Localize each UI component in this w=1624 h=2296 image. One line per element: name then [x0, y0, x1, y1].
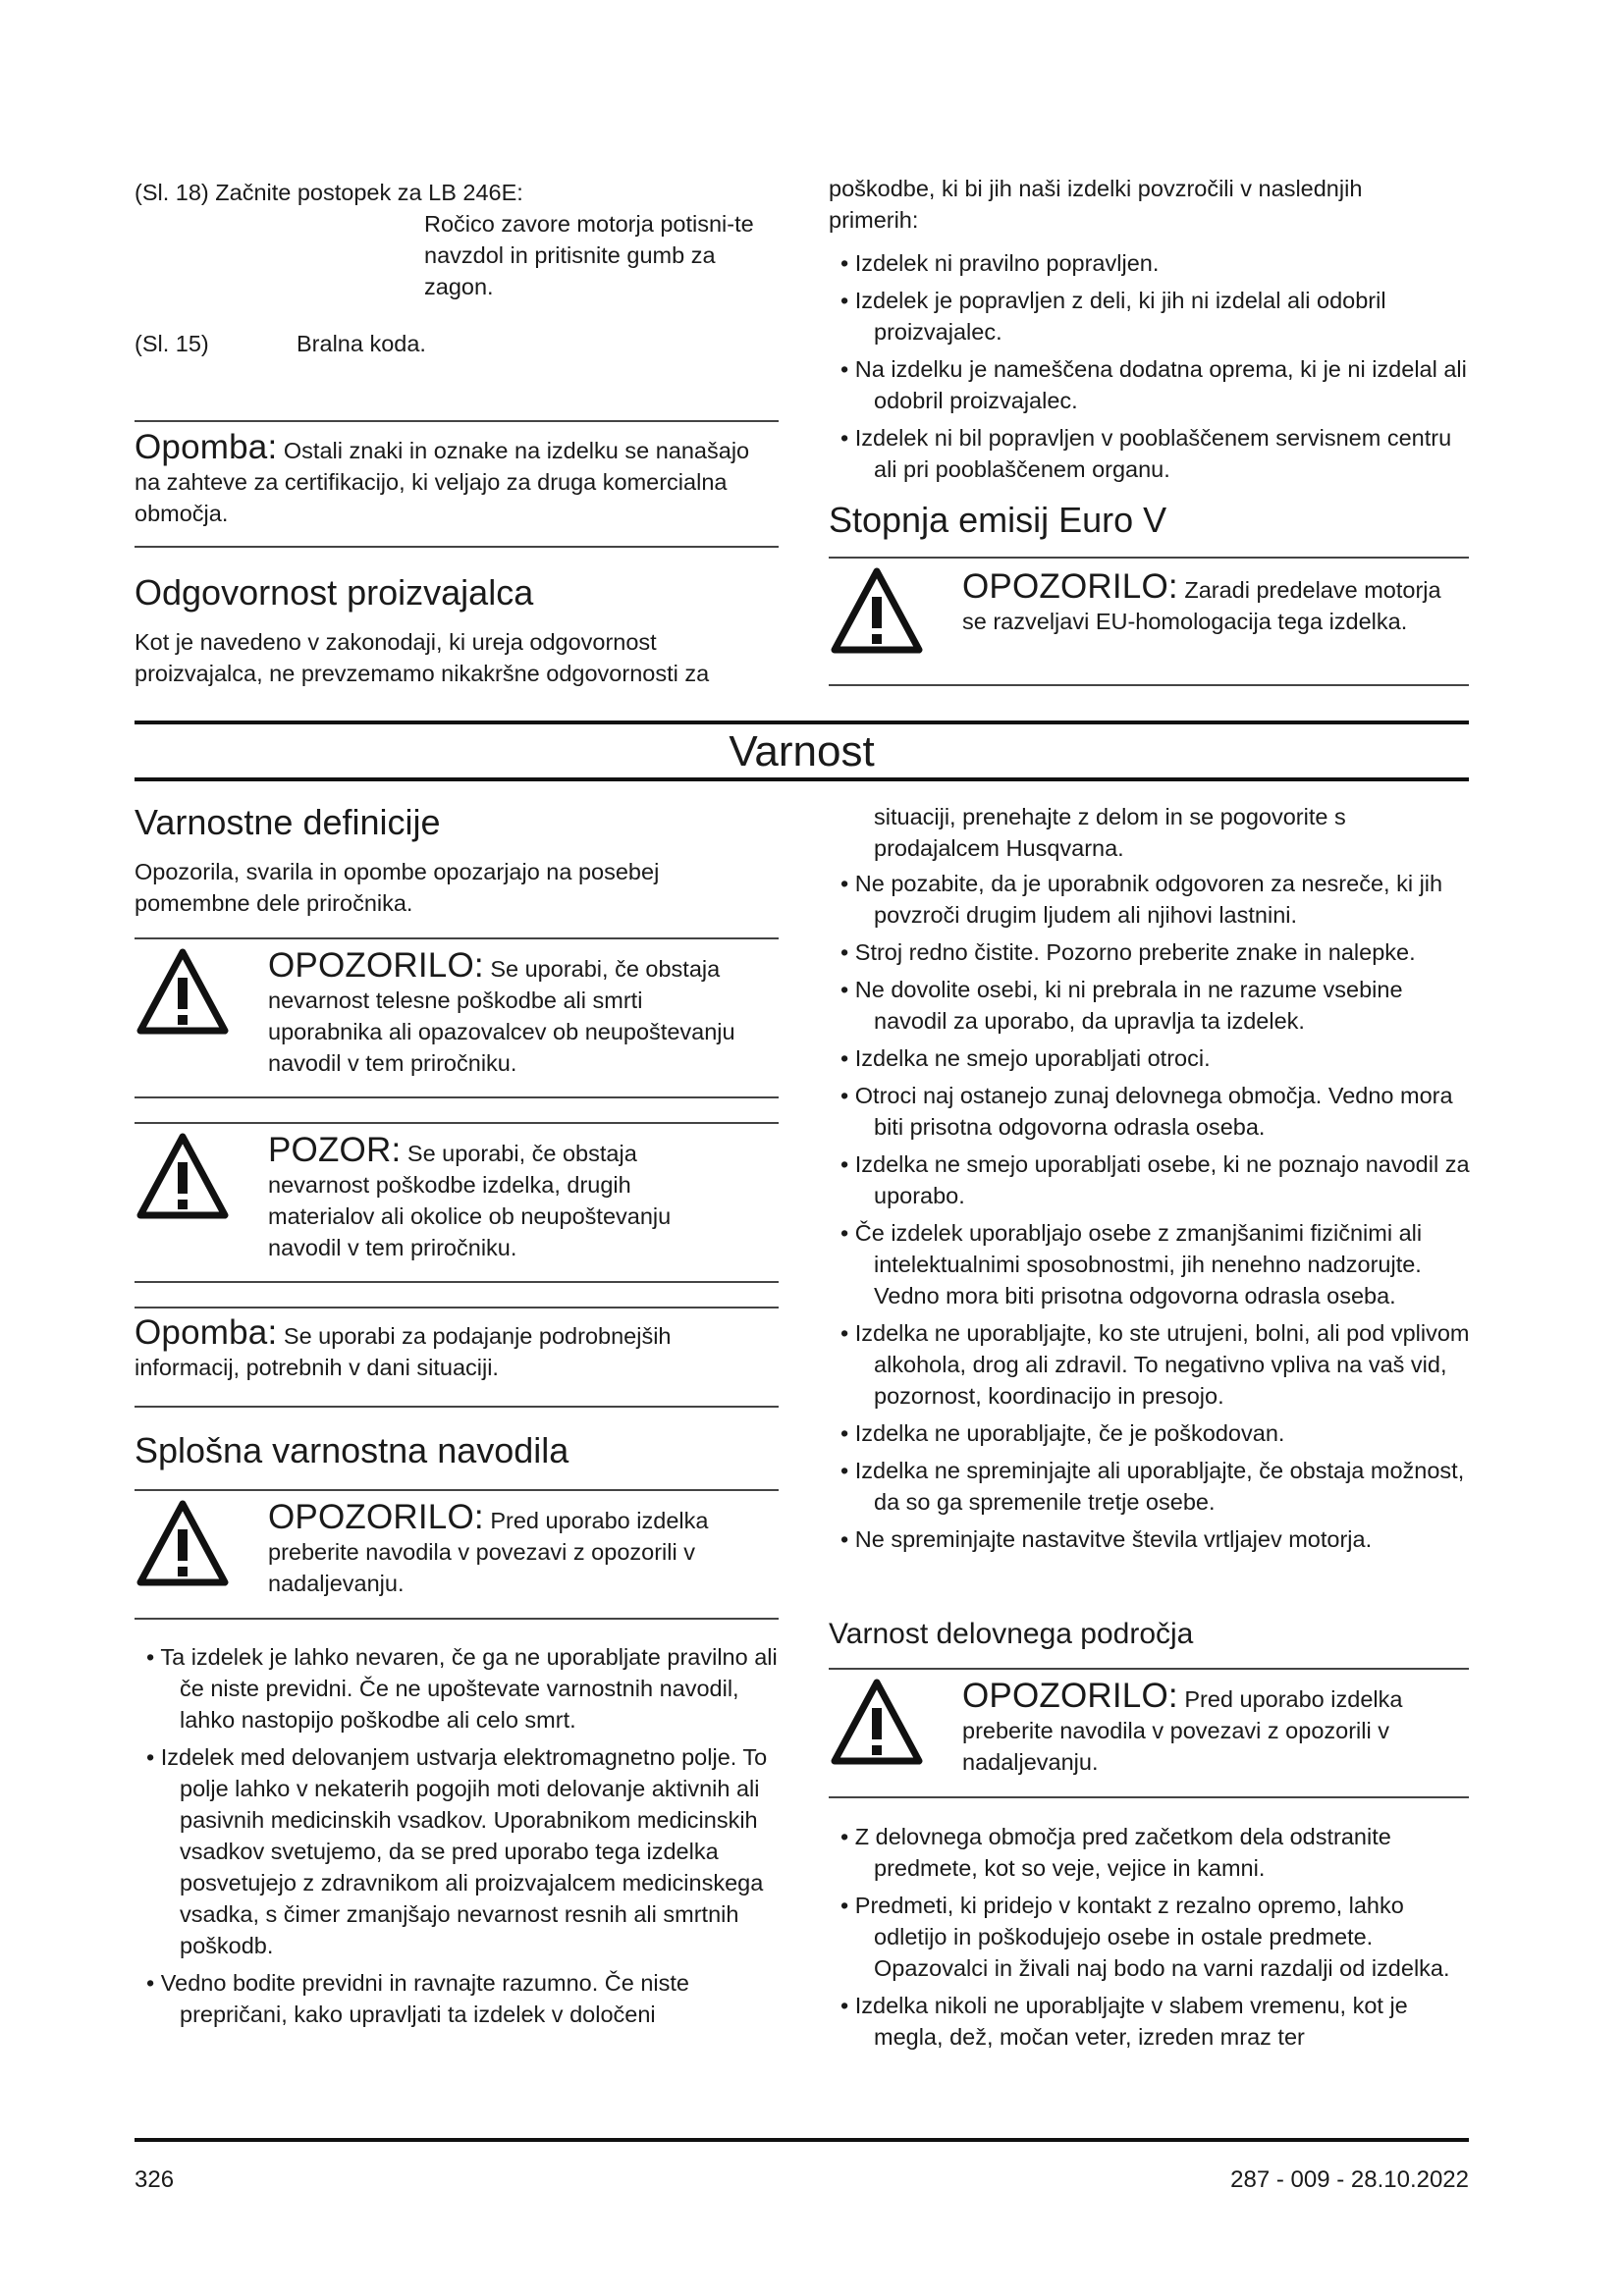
section-rule-top [135, 721, 1469, 724]
definition-warning [268, 946, 759, 1079]
general-safety-section [135, 1429, 779, 1472]
general-warning [268, 1498, 759, 1599]
list-item: • Predmeti, ki pridejo v kontakt z rezalno opremo, lahko odletijo in poškodujejo osebe in ostale predmete. Opazovalci in živali naj bodo na varni razdalji od izdelka. [840, 1893, 1450, 1981]
divider [829, 1668, 1469, 1670]
note-keyword: Opomba: [135, 1313, 278, 1352]
warning-text: Pred uporabo izdelka preberite navodila v povezavi z opozorili v nadaljevanju. [962, 1686, 1403, 1775]
list-item: • Če izdelek uporabljajo osebe z zmanjšanimi fizičnimi ali intelektualnimi sposobnostmi, jih nenehno nadzorujte. Vedno mora biti prisotna odgovorna odrasla oseba. [840, 1220, 1423, 1308]
list-item: • Otroci naj ostanejo zunaj delovnega območja. Vedno mora biti prisotna odgovorna odrasla oseba. [840, 1083, 1453, 1140]
liability-heading: Odgovornost proizvajalca [135, 572, 534, 613]
list-item: • Ta izdelek je lahko nevaren, če ga ne uporabljate pravilno ali če niste previdni. Če ne upoštevate varnostnih navodil, lahko nastopijo poškodbe ali celo smrt. [146, 1644, 778, 1733]
divider [135, 1096, 779, 1098]
divider [135, 546, 779, 548]
divider [829, 1796, 1469, 1798]
left-top-column [135, 177, 779, 359]
warning-icon [136, 948, 229, 1035]
list-item: • Izdelka ne spreminjajte ali uporabljajte, če obstaja možnost, da so ga spremenile tretje osebe. [840, 1458, 1465, 1515]
warning-keyword: OPOZORILO: [962, 567, 1178, 606]
definitions-heading: Varnostne definicije [135, 802, 441, 842]
list-item: • Ne pozabite, da je uporabnik odgovoren za nesreče, ki jih povzroči drugim ljudem ali njihovi lastnini. [840, 871, 1443, 928]
list-item: • Izdelka ne smejo uporabljati osebe, ki ne poznajo navodil za uporabo. [840, 1151, 1470, 1208]
list-item: • Z delovnega območja pred začetkom dela odstranite predmete, kot so veje, vejice in kamni. [840, 1824, 1391, 1881]
section-rule-bottom [135, 777, 1469, 781]
list-item: • Na izdelku je nameščena dodatna oprema, ki je ni izdelal ali odobril proizvajalec. [840, 356, 1467, 413]
general-bullet-list [135, 1641, 783, 2036]
caution-text: Se uporabi, če obstaja nevarnost poškodbe izdelka, drugih materialov ali okolice ob neupoštevanju navodil v tem priročniku. [268, 1141, 672, 1260]
list-item: • Izdelek med delovanjem ustvarja elektromagnetno polje. To polje lahko v nekaterih pogojih moti delovanje aktivnih ali pasivnih medicinskih vsadkov. Uporabnikom medicinskih vsadkov svetujemo, da se pred uporabo tega izdelka posvetujejo z zdravnikom ali proizvajalcem medicinskega vsadka, s čimer zmanjšajo nevarnost resnih ali smrtnih poškodb. [146, 1744, 768, 1958]
note-text: Ostali znaki in oznake na izdelku se nanašajo na zahteve za certifikacijo, ki veljajo za druga komercialna območja. [135, 438, 750, 526]
warning-text: Zaradi predelave motorja se razveljavi EU-homologacija tega izdelka. [962, 577, 1441, 634]
list-item: • Izdelek ni pravilno popravljen. [840, 250, 1160, 276]
list-item: • Ne dovolite osebi, ki ni prebrala in ne razume vsebine navodil za uporabo, da upravlja ta izdelek. [840, 977, 1403, 1034]
warning-text: Se uporabi, če obstaja nevarnost telesne poškodbe ali smrti uporabnika ali opazovalcev ob neupoštevanju navodil v tem priročniku. [268, 956, 735, 1076]
warning-text: Pred uporabo izdelka preberite navodila v povezavi z opozorili v nadaljevanju. [268, 1508, 709, 1596]
definitions-text: Opozorila, svarila in opombe opozarjajo na posebej pomembne dele priročnika. [135, 859, 660, 916]
list-item: • Izdelka nikoli ne uporabljajte v slabem vremenu, kot je megla, dež, močan veter, izreden mraz ter [840, 1993, 1408, 2050]
divider [135, 1406, 779, 1408]
note-text: Se uporabi za podajanje podrobnejših informacij, potrebnih v dani situaciji. [135, 1323, 672, 1380]
divider [135, 1281, 779, 1283]
warning-keyword: OPOZORILO: [268, 946, 484, 985]
sl15-reference: (Sl. 15) [135, 331, 209, 356]
warning-keyword: OPOZORILO: [268, 1498, 484, 1536]
list-item: • Izdelek je popravljen z deli, ki jih ni izdelal ali odobril proizvajalec. [840, 288, 1386, 345]
document-code: 287 - 009 - 28.10.2022 [1230, 2166, 1469, 2193]
list-item: • Izdelek ni bil popravljen v pooblaščenem servisnem centru ali pri pooblaščenem organu. [840, 425, 1452, 482]
divider [135, 1122, 779, 1124]
divider [135, 937, 779, 939]
warning-icon [831, 567, 923, 654]
sl18-text: Ročico zavore motorja potisni-te navzdol in pritisnite gumb za zagon. [424, 211, 754, 299]
emission-heading: Stopnja emisij Euro V [829, 500, 1167, 540]
work-area-warning [962, 1677, 1453, 1778]
caution-icon [136, 1133, 229, 1219]
continued-text: poškodbe, ki bi jih naši izdelki povzročili v naslednjih primerih: [829, 176, 1363, 233]
warning-keyword: OPOZORILO: [962, 1677, 1178, 1715]
warning-icon [136, 1500, 229, 1586]
list-item: • Ne spreminjajte nastavitve števila vrtljajev motorja. [840, 1526, 1373, 1552]
list-item: • Vedno bodite previdni in ravnajte razumno. Če niste prepričani, kako upravljati ta izdelek v določeni [146, 1970, 689, 2027]
definition-note [135, 1313, 779, 1383]
warning-icon [831, 1679, 923, 1765]
list-item: • Izdelka ne uporabljajte, če je poškodovan. [840, 1420, 1285, 1446]
continued-text: situaciji, prenehajte z delom in se pogovorite s prodajalcem Husqvarna. [874, 804, 1346, 861]
caution-keyword: POZOR: [268, 1131, 402, 1169]
list-item: • Stroj redno čistite. Pozorno preberite znake in nalepke. [840, 939, 1416, 965]
definition-caution [268, 1131, 739, 1263]
liability-section [135, 571, 783, 689]
note-keyword: Opomba: [135, 428, 278, 466]
work-area-bullet-list [829, 1821, 1457, 2058]
divider [829, 684, 1469, 686]
right-top-column [829, 173, 1467, 542]
footer-rule [135, 2138, 1469, 2142]
divider [135, 420, 779, 422]
work-area-heading: Varnost delovnega področja [829, 1618, 1194, 1650]
divider [135, 1307, 779, 1308]
definitions-section [135, 801, 779, 919]
general-heading: Splošna varnostna navodila [135, 1430, 569, 1470]
divider [135, 1618, 779, 1620]
right-bottom-column [829, 801, 1477, 1561]
list-item: • Izdelka ne smejo uporabljati otroci. [840, 1045, 1211, 1071]
sl18-reference: (Sl. 18) Začnite postopek za LB 246E: [135, 180, 523, 205]
emission-warning [962, 567, 1463, 637]
sl15-text: Bralna koda. [297, 331, 426, 356]
divider [829, 557, 1469, 559]
list-item: • Izdelka ne uporabljajte, ko ste utrujeni, bolni, ali pod vplivom alkohola, drog ali zdravil. To negativno vpliva na vaš vid, pozornost, koordinacijo in presojo. [840, 1320, 1470, 1409]
page-number: 326 [135, 2166, 175, 2193]
section-title: Varnost [729, 727, 875, 775]
note-block [135, 428, 779, 529]
liability-text: Kot je navedeno v zakonodaji, ki ureja odgovornost proizvajalca, ne prevzemamo nikakršne odgovornosti za [135, 629, 710, 686]
divider [135, 1489, 779, 1491]
